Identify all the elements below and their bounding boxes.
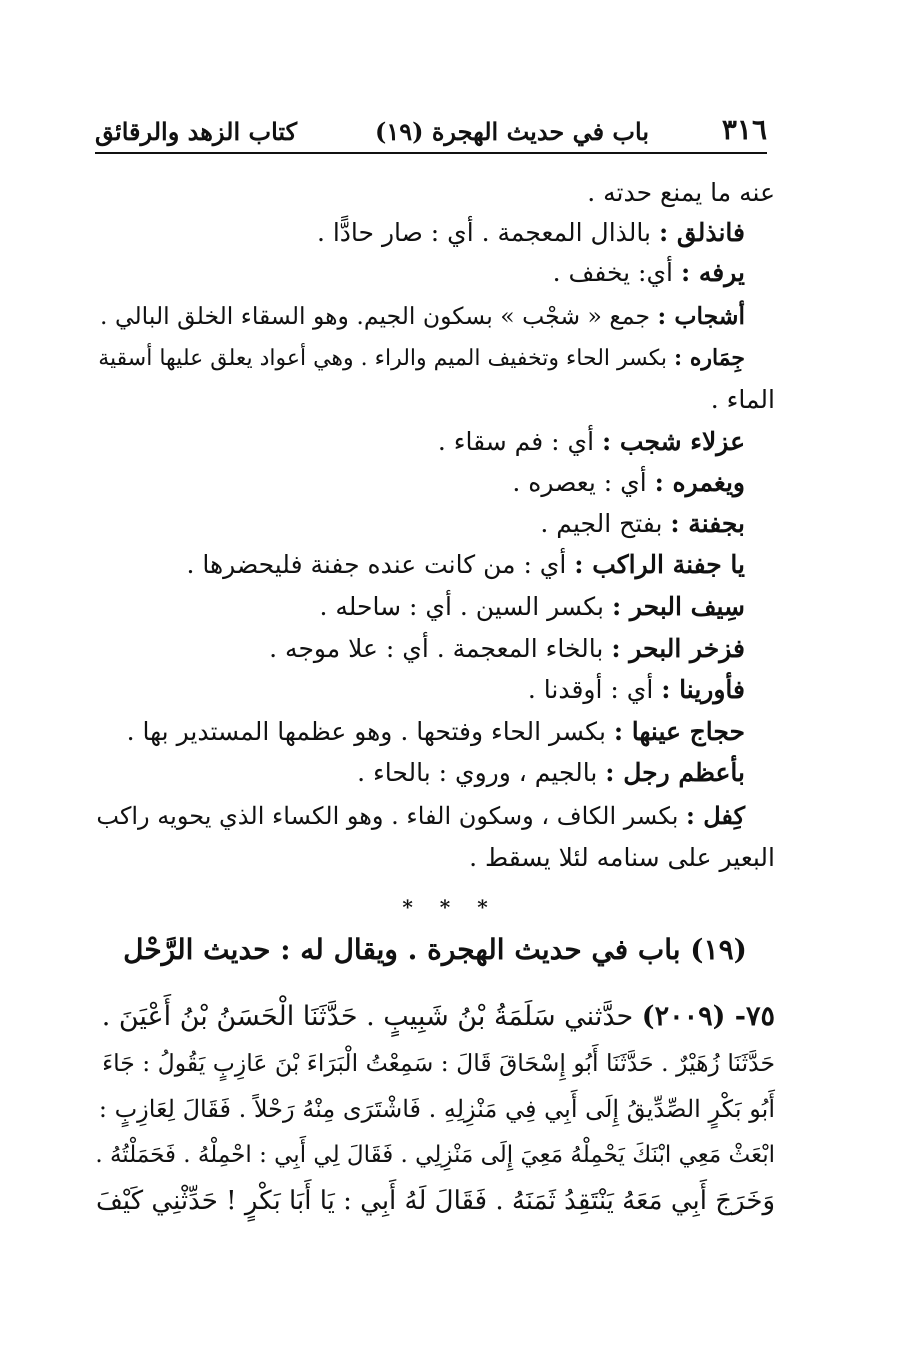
hadith-line: ابْعَثْ مَعِي ابْنَكَ يَحْمِلْهُ مَعِيَ إِلَى مَنْزِلِي . فَقَالَ لِي أَبِي : احْمِلْهُ . فَحَمَلْتُهُ . (95, 1142, 775, 1168)
gloss-line: بجفنة : بفتح الجيم . (540, 509, 745, 538)
gloss-line: بأعظم رجل : بالجيم ، وروي : بالحاء . (357, 758, 745, 787)
hadith-line: حَدَّثَنَا زُهَيْرٌ . حَدَّثَنَا أَبُو إِسْحَاقَ قَالَ : سَمِعْتُ الْبَرَاءَ بْنَ عَازِبٍ يَقُولُ : جَاءَ (102, 1049, 775, 1077)
section-heading: (١٩) باب في حديث الهجرة . ويقال له : حديث الرَّحْل (123, 933, 747, 966)
hadith-line: ٧٥- (٢٠٠٩) حدَّثني سَلَمَةُ بْنُ شَبِيبٍ . حَدَّثَنَا الْحَسَنُ بْنُ أَعْيَنَ . (101, 1001, 775, 1032)
gloss-line: الماء . (710, 385, 775, 414)
gloss-line: ويغمره : أي : يعصره . (512, 468, 745, 497)
gloss-line: يرفه : أي: يخفف . (552, 258, 745, 287)
gloss-line: فانذلق : بالذال المعجمة . أي : صار حادًّا . (316, 218, 745, 247)
gloss-line: كِفل : بكسر الكاف ، وسكون الفاء . وهو الكساء الذي يحويه راكب (96, 801, 745, 830)
gloss-line: عزلاء شجب : أي : فم سقاء . (437, 427, 745, 456)
gloss-line: البعير على سنامه لئلا يسقط . (469, 843, 775, 872)
hadith-line: وَخَرَجَ أَبِي مَعَهُ يَنْتَقِدُ ثَمَنَهُ . فَقَالَ لَهُ أَبِي : يَا أَبَا بَكْرٍ ! حَدِّثْنِي كَيْفَ (96, 1186, 775, 1216)
gloss-line: جِمَاره : بكسر الحاء وتخفيف الميم والراء . وهي أعواد يعلق عليها أسقية (98, 345, 745, 371)
gloss-line: يا جفنة الراكب : أي : من كانت عنده جفنة فليحضرها . (186, 550, 745, 579)
gloss-line: عنه ما يمنع حدته . (587, 178, 775, 207)
book-title: كتاب الزهد والرقائق (95, 117, 298, 146)
hadith-line: أَبُو بَكْرٍ الصِّدِّيقُ إِلَى أَبِي فِي مَنْزِلِهِ . فَاشْتَرَى مِنْهُ رَحْلاً . فَقَالَ لِعَازِبٍ : (98, 1095, 775, 1123)
gloss-line: حجاج عينها : بكسر الحاء وفتحها . وهو عظمها المستدير بها . (126, 717, 745, 746)
chapter-title: (١٩) باب في حديث الهجرة (375, 117, 650, 146)
gloss-line: أشجاب : جمع « شجْب » بسكون الجيم. وهو السقاء الخلق البالي . (100, 302, 745, 330)
page-number: ٣١٦ (721, 113, 767, 146)
gloss-line: سِيف البحر : بكسر السين . أي : ساحله . (319, 592, 745, 621)
section-separator: * * * (402, 895, 498, 919)
gloss-line: فأورينا : أي : أوقدنا . (527, 675, 745, 704)
gloss-line: فزخر البحر : بالخاء المعجمة . أي : علا موجه . (269, 634, 745, 663)
hadith-number: ٧٥- (٢٠٠٩) (641, 1001, 775, 1032)
running-header (95, 108, 767, 154)
